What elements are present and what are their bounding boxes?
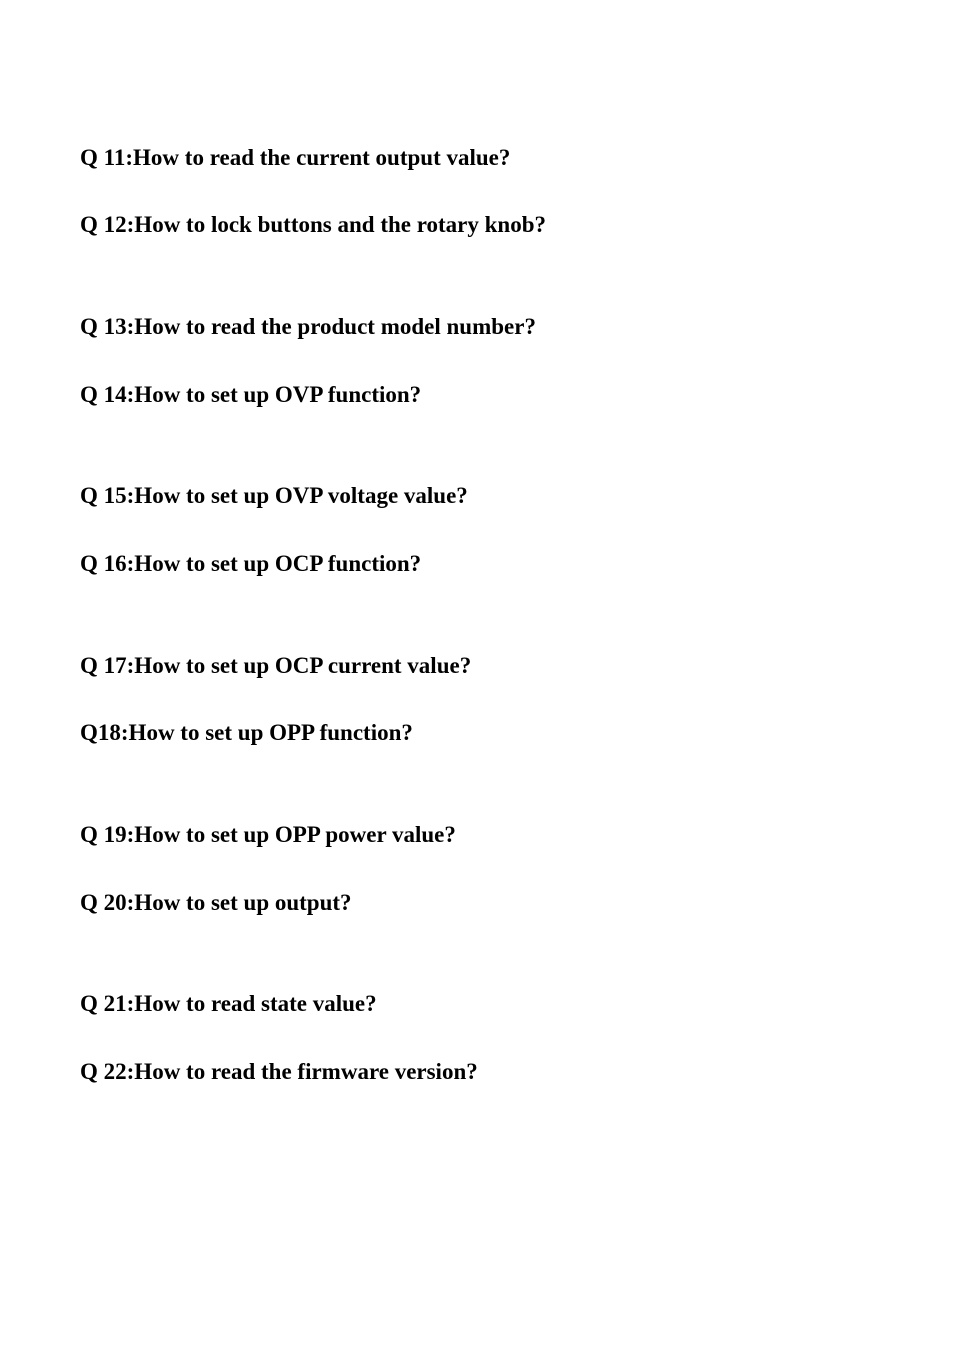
question-15: Q 15:How to set up OVP voltage value? <box>80 483 468 508</box>
question-12: Q 12:How to lock buttons and the rotary knob? <box>80 212 547 237</box>
question-22: Q 22:How to read the firmware version? <box>80 1059 478 1084</box>
question-17: Q 17:How to set up OCP current value? <box>80 653 472 678</box>
question-11: Q 11:How to read the current output value? <box>80 145 511 170</box>
question-19: Q 19:How to set up OPP power value? <box>80 822 456 847</box>
question-20: Q 20:How to set up output? <box>80 890 352 915</box>
question-18: Q18:How to set up OPP function? <box>80 720 413 745</box>
question-16: Q 16:How to set up OCP function? <box>80 551 422 576</box>
question-21: Q 21:How to read state value? <box>80 991 377 1016</box>
question-14: Q 14:How to set up OVP function? <box>80 382 422 407</box>
question-13: Q 13:How to read the product model number? <box>80 314 536 339</box>
